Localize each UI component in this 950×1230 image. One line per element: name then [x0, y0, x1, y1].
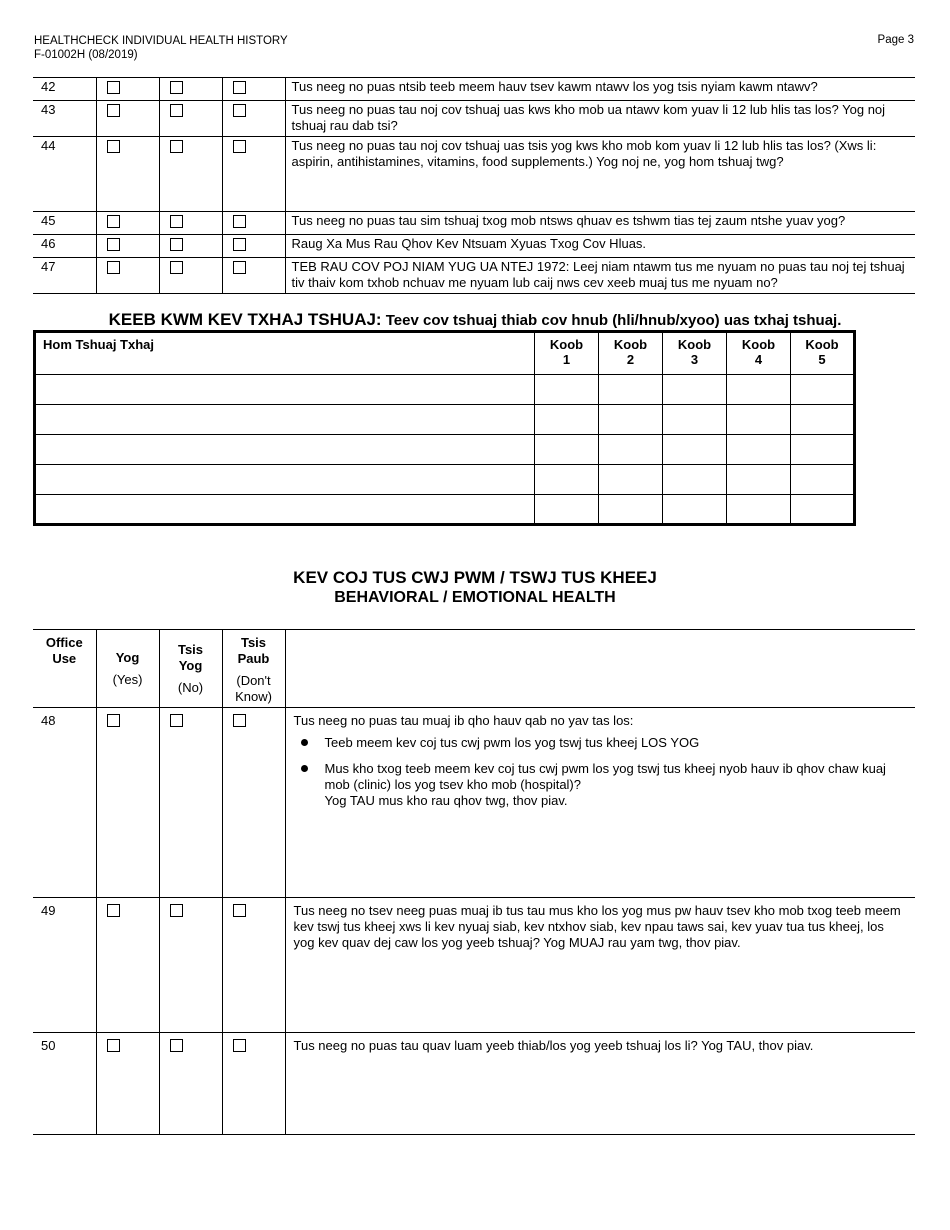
behavioral-title-english: BEHAVIORAL / EMOTIONAL HEALTH: [334, 589, 616, 606]
dose-date-field[interactable]: [535, 465, 599, 495]
yes-checkbox[interactable]: [107, 238, 120, 251]
dose-date-field[interactable]: [535, 435, 599, 465]
no-checkbox[interactable]: [170, 215, 183, 228]
dose-date-field[interactable]: [663, 375, 727, 405]
table-row: [35, 405, 855, 435]
dose-date-field[interactable]: [791, 405, 855, 435]
behavioral-section-title: [0, 568, 950, 608]
dose-header: Koob 1: [535, 332, 599, 375]
list-item: Mus kho txog teeb meem kev coj tus cwj pwm los yog tswj tus kheej nyob hauv ib qhov chaw kuaj mob (clinic) los yog tsev kho mob (hospital)? Yog TAU mus kho rau qhov twg, thov piav.: [294, 761, 908, 809]
table-row: [33, 1033, 915, 1135]
dont-know-checkbox[interactable]: [233, 261, 246, 274]
dose-date-field[interactable]: [791, 495, 855, 525]
dose-date-field[interactable]: [599, 465, 663, 495]
dose-date-field[interactable]: [663, 495, 727, 525]
medication-name-header: Hom Tshuaj Txhaj: [35, 332, 535, 375]
question-number: 44: [33, 137, 96, 212]
medication-name-field[interactable]: [35, 495, 535, 525]
yes-checkbox[interactable]: [107, 1039, 120, 1052]
dose-date-field[interactable]: [599, 495, 663, 525]
question-number: 42: [33, 78, 96, 101]
dose-date-field[interactable]: [727, 435, 791, 465]
table-header-row: [35, 332, 855, 375]
behavioral-table: [33, 629, 915, 1135]
question-text: TEB RAU COV POJ NIAM YUG UA NTEJ 1972: Leej niam ntawm tus me nyuam no puas tau noj tej tshuaj tiv thaiv kom txhob nchuav me nyuam lub caij nws cev xeeb muaj tus me nyuam no?: [285, 258, 915, 294]
no-header: Tsis Yog (No): [159, 630, 222, 708]
dose-date-field[interactable]: [791, 435, 855, 465]
dont-know-checkbox[interactable]: [233, 140, 246, 153]
form-code: F-01002H (08/2019): [34, 49, 138, 61]
no-checkbox[interactable]: [170, 81, 183, 94]
medication-table: [33, 330, 856, 526]
question-number: 48: [33, 708, 96, 898]
dose-header: Koob 4: [727, 332, 791, 375]
yes-checkbox[interactable]: [107, 81, 120, 94]
dose-date-field[interactable]: [535, 495, 599, 525]
dose-date-field[interactable]: [791, 375, 855, 405]
yes-checkbox[interactable]: [107, 904, 120, 917]
medication-name-field[interactable]: [35, 435, 535, 465]
medication-title-rest: Teev cov tshuaj thiab cov hnub (hli/hnub/xyoo) uas txhaj tshuaj.: [381, 312, 842, 329]
no-checkbox[interactable]: [170, 104, 183, 117]
no-checkbox[interactable]: [170, 140, 183, 153]
table-row: [35, 375, 855, 405]
bullet-list: [294, 735, 908, 809]
yes-checkbox[interactable]: [107, 140, 120, 153]
table-row: [33, 235, 915, 258]
list-item: Teeb meem kev coj tus cwj pwm los yog tswj tus kheej LOS YOG: [294, 735, 908, 751]
yes-checkbox[interactable]: [107, 215, 120, 228]
question-text: Tus neeg no puas tau noj cov tshuaj uas tsis yog kws kho mob kom yuav li 12 lub hlis tas los? (Xws li: aspirin, antihistamines, vitamins, food supplements.) Yog noj ne, yog hom tshuaj twg?: [285, 137, 915, 212]
question-text: Tus neeg no puas ntsib teeb meem hauv tsev kawm ntawv los yog tsis nyiam kawm ntawv?: [285, 78, 915, 101]
dont-know-checkbox[interactable]: [233, 81, 246, 94]
question-number: 47: [33, 258, 96, 294]
yes-checkbox[interactable]: [107, 714, 120, 727]
question-header: [285, 630, 915, 708]
dose-date-field[interactable]: [663, 405, 727, 435]
office-use-header: Office Use: [33, 630, 96, 708]
dont-know-checkbox[interactable]: [233, 1039, 246, 1052]
dose-header: Koob 2: [599, 332, 663, 375]
table-row: [35, 435, 855, 465]
table-row: [33, 212, 915, 235]
question-number: 46: [33, 235, 96, 258]
no-checkbox[interactable]: [170, 238, 183, 251]
question-number: 49: [33, 898, 96, 1033]
yes-checkbox[interactable]: [107, 104, 120, 117]
dose-date-field[interactable]: [727, 495, 791, 525]
page-number: Page 3: [877, 34, 914, 46]
dose-date-field[interactable]: [599, 405, 663, 435]
medication-title-bold: KEEB KWM KEV TXHAJ TSHUAJ:: [108, 310, 382, 329]
form-header: [34, 34, 288, 62]
list-item-followup: Yog TAU mus kho rau qhov twg, thov piav.: [324, 793, 568, 808]
medication-name-field[interactable]: [35, 465, 535, 495]
question-text: Tus neeg no puas tau sim tshuaj txog mob ntsws qhuav es tshwm tias tej zaum ntshe yuav yog?: [285, 212, 915, 235]
dose-date-field[interactable]: [663, 435, 727, 465]
question-number: 50: [33, 1033, 96, 1135]
table-row: [35, 495, 855, 525]
dose-date-field[interactable]: [535, 405, 599, 435]
medication-name-field[interactable]: [35, 405, 535, 435]
question-cell: [285, 708, 915, 898]
dont-know-checkbox[interactable]: [233, 104, 246, 117]
dont-know-checkbox[interactable]: [233, 714, 246, 727]
no-checkbox[interactable]: [170, 904, 183, 917]
dont-know-header: Tsis Paub (Don't Know): [222, 630, 285, 708]
dose-date-field[interactable]: [663, 465, 727, 495]
dont-know-checkbox[interactable]: [233, 238, 246, 251]
behavioral-title-hmong: KEV COJ TUS CWJ PWM / TSWJ TUS KHEEJ: [293, 568, 657, 587]
questions-table-top: [33, 77, 915, 294]
question-number: 45: [33, 212, 96, 235]
question-text: Raug Xa Mus Rau Qhov Kev Ntsuam Xyuas Txog Cov Hluas.: [285, 235, 915, 258]
question-text: Tus neeg no puas tau quav luam yeeb thiab/los yog yeeb tshuaj los li? Yog TAU, thov piav.: [285, 1033, 915, 1135]
table-row: [33, 78, 915, 101]
question-text: Tus neeg no tsev neeg puas muaj ib tus tau mus kho los yog mus pw hauv tsev kho mob txog teeb meem kev tswj tus kheej xws li kev nyuaj siab, kev ntxhov siab, kev npau taws sai, kev yuav tua tus kheej, los yog kev quav dej caw los yog yeeb tshuaj? Yog MUAJ rau yam twg, thov piav.: [285, 898, 915, 1033]
no-checkbox[interactable]: [170, 261, 183, 274]
no-checkbox[interactable]: [170, 1039, 183, 1052]
dose-date-field[interactable]: [599, 375, 663, 405]
dose-date-field[interactable]: [791, 465, 855, 495]
dose-date-field[interactable]: [727, 375, 791, 405]
table-row: [35, 465, 855, 495]
dont-know-checkbox[interactable]: [233, 215, 246, 228]
table-header-row: [33, 630, 915, 708]
dose-header: Koob 3: [663, 332, 727, 375]
table-row: [33, 898, 915, 1033]
dont-know-checkbox[interactable]: [233, 904, 246, 917]
table-row: [33, 708, 915, 898]
yes-checkbox[interactable]: [107, 261, 120, 274]
dose-date-field[interactable]: [535, 375, 599, 405]
table-row: [33, 101, 915, 137]
dose-date-field[interactable]: [727, 465, 791, 495]
dose-date-field[interactable]: [599, 435, 663, 465]
form-title: HEALTHCHECK INDIVIDUAL HEALTH HISTORY: [34, 35, 288, 47]
yes-header: Yog (Yes): [96, 630, 159, 708]
dose-date-field[interactable]: [727, 405, 791, 435]
table-row: [33, 258, 915, 294]
dose-header: Koob 5: [791, 332, 855, 375]
no-checkbox[interactable]: [170, 714, 183, 727]
table-row: [33, 137, 915, 212]
question-text: Tus neeg no puas tau muaj ib qho hauv qab no yav tas los:: [293, 713, 634, 728]
medication-name-field[interactable]: [35, 375, 535, 405]
medication-section-title: [0, 310, 950, 330]
question-number: 43: [33, 101, 96, 137]
question-text: Tus neeg no puas tau noj cov tshuaj uas kws kho mob ua ntawv kom yuav li 12 lub hlis tas los? Yog noj tshuaj rau dab tsi?: [285, 101, 915, 137]
